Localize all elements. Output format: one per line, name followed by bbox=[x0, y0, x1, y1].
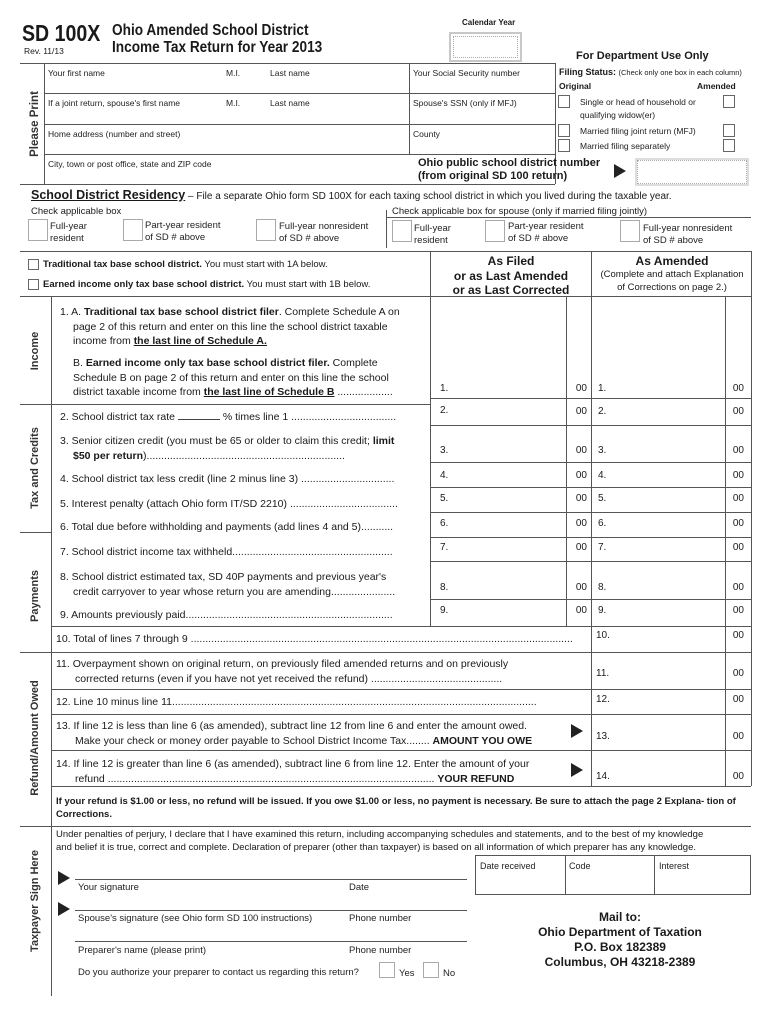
district-arrow-icon bbox=[614, 164, 626, 178]
amended-line-6-num: 6. bbox=[598, 518, 607, 529]
spouse-nonresident-line-1: Full-year nonresident bbox=[643, 223, 733, 234]
line-4-text: 4. School district tax less credit (line 2 minus line 3) ................................ bbox=[60, 473, 395, 485]
amended-line-10-cents: 00 bbox=[732, 630, 744, 641]
signature-arrow-icon bbox=[58, 871, 70, 885]
as-filed-line-2-num: 2. bbox=[440, 405, 449, 416]
as-amended-line-1: As Amended bbox=[635, 254, 709, 268]
line-3-limit: limit bbox=[372, 435, 395, 447]
amount-owe-arrow-icon bbox=[571, 724, 583, 738]
amended-line-1-num: 1. bbox=[598, 383, 607, 394]
spouse-nonresident-checkbox[interactable] bbox=[620, 220, 640, 242]
line-5-text: 5. Interest penalty (attach Ohio form IT/SD 2210) ..................................... bbox=[60, 498, 398, 510]
check-applicable-spouse: Check applicable box for spouse (only if married filing jointly) bbox=[392, 206, 648, 217]
date-received-label: Date received bbox=[480, 861, 536, 871]
line-1b-pre: B. bbox=[73, 357, 86, 369]
you-nonresident-line-2: of SD # above bbox=[279, 233, 340, 244]
as-filed-line-3-cents: 00 bbox=[575, 445, 587, 456]
status-single-label: Single or head of household or bbox=[580, 97, 696, 107]
you-part-year-line-1: Part-year resident bbox=[145, 220, 221, 231]
spouse-last-name-field[interactable]: Last name bbox=[270, 98, 310, 108]
rev-date: Rev. 11/13 bbox=[24, 46, 64, 56]
amended-line-2-num: 2. bbox=[598, 406, 607, 417]
line-2-label-b: % times line 1 .................................... bbox=[222, 411, 397, 423]
as-filed-header bbox=[431, 254, 591, 298]
address-field[interactable]: Home address (number and street) bbox=[48, 129, 181, 139]
amended-line-7-num: 7. bbox=[598, 542, 607, 553]
as-filed-line-6-num: 6. bbox=[440, 518, 449, 529]
spouse-signature-arrow-icon bbox=[58, 902, 70, 916]
authorize-yes-checkbox[interactable] bbox=[379, 962, 395, 978]
as-filed-line-9-num: 9. bbox=[440, 605, 449, 616]
residency-description: – File a separate Ohio form SD 100X for each taxing school district in which you lived during the taxable year. bbox=[185, 191, 672, 202]
as-filed-line-3: or as Last Corrected bbox=[452, 283, 570, 297]
line-3-dots: ).................................................................... bbox=[143, 449, 345, 462]
district-number-label bbox=[418, 157, 600, 183]
refund-section-label: Refund/Amount Owed bbox=[29, 680, 41, 796]
line-2-text bbox=[60, 410, 396, 425]
line-14-text bbox=[56, 757, 529, 786]
district-number-line-2: (from original SD 100 return) bbox=[418, 170, 568, 182]
line-1b-line-3-dots: ................... bbox=[334, 386, 393, 398]
as-filed-line-1-cents: 00 bbox=[575, 383, 587, 394]
line-1b-post: Complete bbox=[329, 357, 378, 369]
amended-line-3-num: 3. bbox=[598, 445, 607, 456]
as-filed-line-9-cents: 00 bbox=[575, 605, 587, 616]
status-single-amended-checkbox[interactable] bbox=[723, 95, 735, 108]
traditional-base-checkbox[interactable] bbox=[28, 259, 39, 270]
amended-line-6-cents: 00 bbox=[732, 518, 744, 529]
amended-line-2-cents: 00 bbox=[732, 406, 744, 417]
spouse-part-year-line-1: Part-year resident bbox=[508, 221, 584, 232]
line-1a-line-2: page 2 of this return and enter on this line the school district taxable bbox=[73, 320, 388, 333]
line-3-limit-amount: $50 per return bbox=[73, 449, 144, 462]
line-1a-line-3-bold: the last line of Schedule A. bbox=[133, 335, 267, 347]
line-14-line-2: refund ................................................................................................................ bbox=[75, 772, 438, 785]
amended-line-12-num: 12. bbox=[596, 694, 610, 705]
amended-line-4-cents: 00 bbox=[732, 470, 744, 481]
you-nonresident-label bbox=[279, 221, 368, 245]
income-section-label: Income bbox=[29, 331, 41, 371]
traditional-base-label bbox=[43, 259, 328, 270]
amended-line-9-cents: 00 bbox=[732, 605, 744, 616]
mail-to-label: Mail to: bbox=[599, 910, 641, 924]
line-9-text: 9. Amounts previously paid....................................................................... bbox=[60, 609, 393, 621]
authorize-yes-label: Yes bbox=[399, 968, 415, 979]
earned-income-base-checkbox[interactable] bbox=[28, 279, 39, 290]
filing-status-title: Filing Status: bbox=[559, 67, 616, 77]
as-filed-line-8-num: 8. bbox=[440, 582, 449, 593]
ssn-field[interactable]: Your Social Security number bbox=[413, 68, 520, 78]
you-full-year-label bbox=[50, 221, 87, 245]
line-1b-text bbox=[73, 356, 425, 400]
authorize-no-checkbox[interactable] bbox=[423, 962, 439, 978]
as-filed-line-3-num: 3. bbox=[440, 445, 449, 456]
amended-line-1-cents: 00 bbox=[732, 383, 744, 394]
perjury-line-1: Under penalties of perjury, I declare that I have examined this return, including accompanying schedules and statements, and to the best of my knowledge bbox=[56, 829, 704, 840]
traditional-base-rest: You must start with 1A below. bbox=[201, 259, 328, 270]
spouse-full-year-line-1: Full-year bbox=[414, 223, 451, 234]
spouse-part-year-label bbox=[508, 221, 584, 245]
amount-you-owe-label: AMOUNT YOU OWE bbox=[432, 734, 533, 747]
check-applicable-you: Check applicable box bbox=[31, 206, 122, 217]
as-amended-header bbox=[591, 255, 753, 294]
city-state-zip-field[interactable]: City, town or post office, state and ZIP code bbox=[48, 159, 212, 169]
mail-to-department: Ohio Department of Taxation bbox=[538, 925, 702, 939]
line-1b-line-3-bold: the last line of Schedule B bbox=[203, 386, 335, 398]
line-10-text: 10. Total of lines 7 through 9 ................................................................................................................................... bbox=[56, 633, 573, 645]
line-1a-post: . Complete Schedule A on bbox=[278, 306, 400, 318]
amended-line-14-num: 14. bbox=[596, 771, 610, 782]
mail-to-block bbox=[520, 910, 720, 970]
as-filed-line-7-cents: 00 bbox=[575, 542, 587, 553]
spouse-mi-field[interactable]: M.I. bbox=[226, 98, 241, 108]
as-filed-line-5-cents: 00 bbox=[575, 493, 587, 504]
line-1b-bold: Earned income only tax base school district filer. bbox=[85, 357, 330, 369]
as-filed-line-2-cents: 00 bbox=[575, 406, 587, 417]
you-part-year-line-2: of SD # above bbox=[145, 232, 206, 243]
status-single-label-2: qualifying widow(er) bbox=[580, 110, 656, 120]
calendar-year-field[interactable] bbox=[449, 32, 522, 62]
line-7-text: 7. School district income tax withheld....................................................... bbox=[60, 546, 393, 558]
traditional-base-bold: Traditional tax base school district. bbox=[43, 259, 202, 270]
phone-number-field-1[interactable]: Phone number bbox=[349, 913, 412, 924]
spouse-nonresident-label bbox=[643, 223, 732, 247]
filing-status-note: (Check only one box in each column) bbox=[618, 68, 742, 77]
preparer-name-field[interactable]: Preparer's name (please print) bbox=[78, 945, 207, 956]
amended-line-12-cents: 00 bbox=[732, 694, 744, 705]
tax-credits-section-label: Tax and Credits bbox=[29, 427, 41, 509]
status-single-original-checkbox[interactable] bbox=[558, 95, 570, 108]
mail-to-city: Columbus, OH 43218-2389 bbox=[544, 955, 696, 969]
status-mfj-amended-checkbox[interactable] bbox=[723, 124, 735, 137]
county-field[interactable]: County bbox=[413, 129, 440, 139]
you-full-year-line-1: Full-year bbox=[50, 221, 87, 232]
spouse-full-year-resident-checkbox[interactable] bbox=[392, 220, 412, 242]
spouse-nonresident-line-2: of SD # above bbox=[643, 235, 704, 246]
form-title-2: Income Tax Return for Year 2013 bbox=[112, 39, 323, 56]
district-number-field[interactable] bbox=[637, 160, 747, 184]
as-filed-line-6-cents: 00 bbox=[575, 518, 587, 529]
perjury-statement bbox=[56, 829, 703, 854]
line-1b-line-2: Schedule B on page 2 of this return and enter on this line the school bbox=[73, 371, 389, 384]
refund-arrow-icon bbox=[571, 763, 583, 777]
spouse-full-year-label bbox=[414, 223, 451, 247]
line-8-text bbox=[60, 570, 395, 599]
residency-title: School District Residency bbox=[31, 188, 186, 202]
line-8-line-2: credit carryover to year whose return you are amending...................... bbox=[73, 585, 396, 598]
mi-field[interactable]: M.I. bbox=[226, 68, 241, 78]
as-filed-line-1: As Filed bbox=[487, 254, 535, 268]
you-full-year-line-2: resident bbox=[50, 233, 84, 244]
as-filed-line-4-cents: 00 bbox=[575, 470, 587, 481]
status-mfj-label: Married filing joint return (MFJ) bbox=[580, 126, 696, 136]
status-mfs-amended-checkbox[interactable] bbox=[723, 139, 735, 152]
line-3-text bbox=[60, 434, 394, 463]
you-nonresident-checkbox[interactable] bbox=[256, 219, 276, 241]
amended-line-5-num: 5. bbox=[598, 493, 607, 504]
line-6-text: 6. Total due before withholding and payments (add lines 4 and 5)........... bbox=[60, 521, 394, 533]
your-signature-field[interactable]: Your signature bbox=[78, 882, 139, 893]
last-name-field[interactable]: Last name bbox=[270, 68, 310, 78]
amended-line-10-num: 10. bbox=[596, 630, 610, 641]
refund-notice: If your refund is $1.00 or less, no refund will be issued. If you owe $1.00 or less, no payment is necessary. Be sure to attach the page 2 Explana- tion of Corrections. bbox=[56, 796, 736, 820]
line-1a-line-3-pre: income from bbox=[73, 335, 134, 347]
code-label: Code bbox=[569, 861, 591, 871]
as-amended-line-2: (Complete and attach Explanation bbox=[600, 269, 744, 280]
line-1a-bold: Traditional tax base school district filer bbox=[83, 306, 279, 318]
tax-rate-field[interactable] bbox=[178, 410, 220, 420]
spouse-ssn-field[interactable]: Spouse's SSN (only if MFJ) bbox=[413, 98, 517, 108]
amended-line-7-cents: 00 bbox=[732, 542, 744, 553]
status-mfj-original-checkbox[interactable] bbox=[558, 124, 570, 137]
dept-use-title: For Department Use Only bbox=[576, 50, 709, 62]
spouse-first-name-field[interactable]: If a joint return, spouse's first name bbox=[48, 98, 181, 108]
your-refund-label: YOUR REFUND bbox=[437, 772, 515, 785]
as-filed-line-1-num: 1. bbox=[440, 383, 449, 394]
amended-line-5-cents: 00 bbox=[732, 493, 744, 504]
amended-line-4-num: 4. bbox=[598, 470, 607, 481]
amended-line-3-cents: 00 bbox=[732, 445, 744, 456]
calendar-year-label: Calendar Year bbox=[462, 18, 516, 27]
you-nonresident-line-1: Full-year nonresident bbox=[279, 221, 369, 232]
signature-date-field[interactable]: Date bbox=[349, 882, 370, 893]
payments-section-label: Payments bbox=[29, 570, 41, 622]
you-part-year-resident-checkbox[interactable] bbox=[123, 219, 143, 241]
district-number-line-1: Ohio public school district number bbox=[418, 157, 601, 169]
line-11-line-2: corrected returns (even if you have not yet received the refund) ............................................. bbox=[75, 672, 503, 685]
status-mfs-original-checkbox[interactable] bbox=[558, 139, 570, 152]
line-1a-text bbox=[60, 305, 424, 349]
spouse-full-year-line-2: resident bbox=[414, 235, 448, 246]
amended-col-label: Amended bbox=[697, 81, 736, 91]
line-11-line-1: 11. Overpayment shown on original return, on previously filed amended returns and on previously bbox=[56, 658, 509, 670]
line-3-part-a: 3. Senior citizen credit (you must be 65 or older to claim this credit; bbox=[60, 435, 373, 447]
amended-line-13-num: 13. bbox=[596, 731, 610, 742]
form-id: SD 100X bbox=[22, 20, 101, 46]
line-13-text bbox=[56, 719, 532, 748]
spouse-part-year-line-2: of SD # above bbox=[508, 233, 569, 244]
perjury-line-2: and belief it is true, correct and complete. Declaration of preparer (other than taxpayer) is based on all information of which preparer has any knowledge. bbox=[56, 841, 697, 853]
as-amended-line-3: of Corrections on page 2.) bbox=[617, 282, 727, 293]
spouse-signature-field[interactable]: Spouse's signature (see Ohio form SD 100 instructions) bbox=[78, 913, 313, 924]
as-filed-line-5-num: 5. bbox=[440, 493, 449, 504]
status-mfs-label: Married filing separately bbox=[580, 141, 671, 151]
line-8-line-1: 8. School district estimated tax, SD 40P payments and previous year's bbox=[60, 571, 387, 583]
authorize-preparer-question: Do you authorize your preparer to contact us regarding this return? bbox=[78, 967, 359, 978]
phone-number-field-2[interactable]: Phone number bbox=[349, 945, 412, 956]
earned-base-rest: You must start with 1B below. bbox=[244, 279, 371, 290]
you-full-year-resident-checkbox[interactable] bbox=[28, 219, 48, 241]
mail-to-po-box: P.O. Box 182389 bbox=[574, 940, 666, 954]
line-13-line-2: Make your check or money order payable to School District Income Tax........ bbox=[75, 734, 433, 747]
earned-income-base-label bbox=[43, 279, 370, 290]
spouse-part-year-resident-checkbox[interactable] bbox=[485, 220, 505, 242]
line-12-text: 12. Line 10 minus line 11............................................................................................................................. bbox=[56, 696, 537, 708]
as-filed-line-4-num: 4. bbox=[440, 470, 449, 481]
amended-line-8-num: 8. bbox=[598, 582, 607, 593]
line-11-text bbox=[56, 657, 508, 686]
as-filed-line-8-cents: 00 bbox=[575, 582, 587, 593]
line-13-line-1: 13. If line 12 is less than line 6 (as amended), subtract line 12 from line 6 and enter the amount owed. bbox=[56, 720, 528, 732]
amended-line-14-cents: 00 bbox=[732, 771, 744, 782]
taxpayer-sign-label: Taxpayer Sign Here bbox=[29, 850, 41, 952]
amended-line-8-cents: 00 bbox=[732, 582, 744, 593]
amended-line-11-num: 11. bbox=[596, 668, 610, 679]
line-14-line-1: 14. If line 12 is greater than line 6 (as amended), subtract line 6 from line 12. Enter the amount of your bbox=[56, 758, 530, 770]
first-name-field[interactable]: Your first name bbox=[48, 68, 105, 78]
line-1b-line-3-pre: district taxable income from bbox=[73, 386, 204, 398]
earned-base-bold: Earned income only tax base school district. bbox=[43, 279, 245, 290]
please-print-label: Please Print bbox=[29, 91, 41, 157]
amended-line-13-cents: 00 bbox=[732, 731, 744, 742]
residency-heading bbox=[31, 188, 672, 202]
line-2-label-a: 2. School district tax rate bbox=[60, 411, 175, 423]
form-title-1: Ohio Amended School District bbox=[112, 22, 309, 39]
as-filed-line-7-num: 7. bbox=[440, 542, 449, 553]
as-filed-line-2: or as Last Amended bbox=[453, 268, 569, 283]
you-part-year-label bbox=[145, 220, 221, 244]
amended-line-9-num: 9. bbox=[598, 605, 607, 616]
filing-status bbox=[559, 67, 742, 77]
interest-label: Interest bbox=[659, 861, 690, 871]
line-1a-pre: 1. A. bbox=[60, 306, 84, 318]
original-col-label: Original bbox=[559, 81, 592, 91]
amended-line-11-cents: 00 bbox=[732, 668, 744, 679]
authorize-no-label: No bbox=[443, 968, 456, 979]
